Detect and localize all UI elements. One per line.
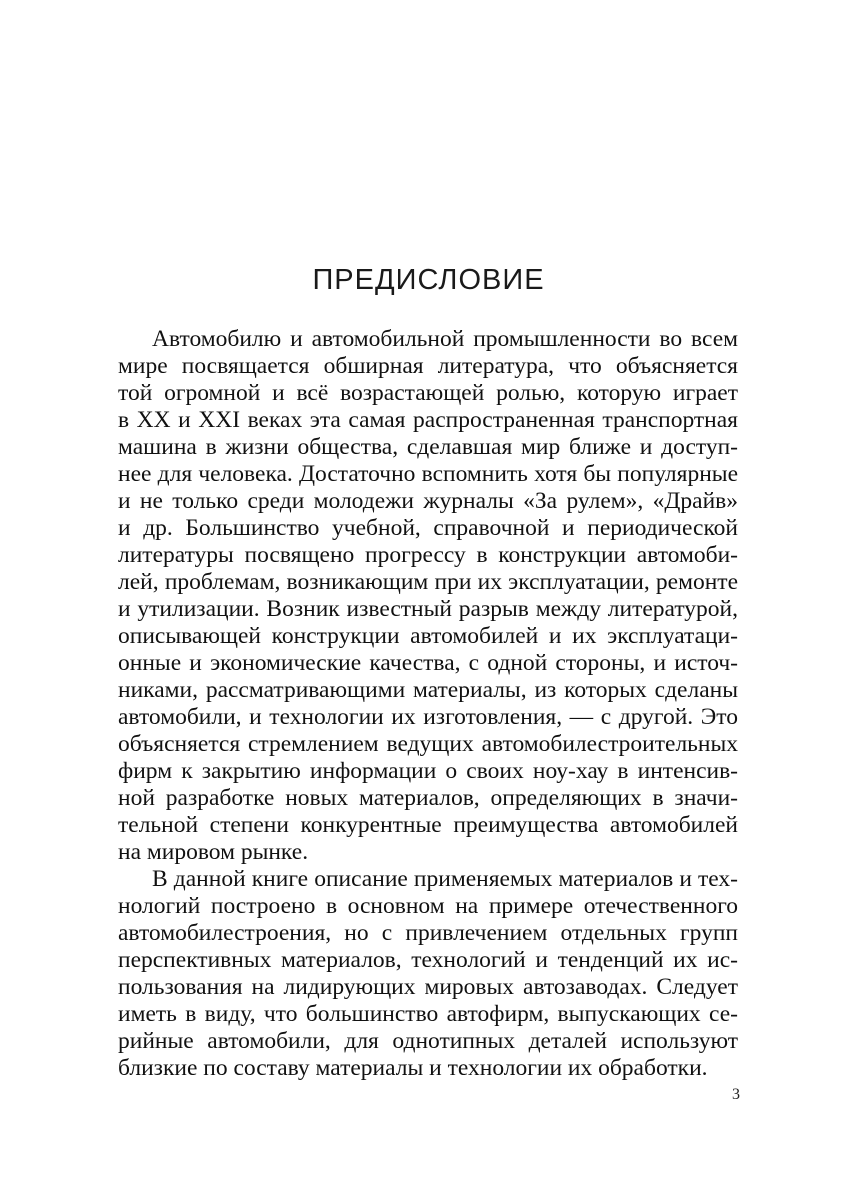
text-line: машина в жизни общества, сделавшая мир ближе и доступ- [118,434,738,460]
text-line: и др. Большинство учебной, справочной и периодической [118,515,738,541]
text-line: Автомобилю и автомобильной промышленности во всем [152,326,738,352]
text-line: рийные автомобили, для однотипных деталей используют [118,1028,738,1054]
text-line: и не только среди молодежи журналы «За рулем», «Драйв» [118,488,738,514]
text-line: нологий построено в основном на примере отечественного [118,893,738,919]
page-title: ПРЕДИСЛОВИЕ [312,264,545,296]
text-line: литературы посвящено прогрессу в конструкции автомоби- [118,542,738,568]
preface-text [118,326,738,1082]
text-line: иметь в виду, что большинство автофирм, выпускающих се- [118,1001,738,1027]
text-line: объясняется стремлением ведущих автомобилестроительных [118,731,738,757]
text-line: перспективных материалов, технологий и тенденций их ис- [118,947,738,973]
text-line: никами, рассматривающими материалы, из которых сделаны [118,677,738,703]
text-line: мире посвящается обширная литература, что объясняется [118,353,738,379]
text-line: в XX и XXI веках эта самая распространенная транспортная [118,407,738,433]
text-line: тельной степени конкурентные преимущества автомобилей [118,812,738,838]
text-line: фирм к закрытию информации о своих ноу-хау в интенсив- [118,758,738,784]
text-line: автомобили, и технологии их изготовления, — с другой. Это [118,704,738,730]
text-line: В данной книге описание применяемых материалов и тех- [152,866,738,892]
text-line: на мировом рынке. [118,839,309,865]
page-number: 3 [732,1086,740,1103]
text-line: лей, проблемам, возникающим при их эксплуатации, ремонте [118,569,738,595]
text-line: пользования на лидирующих мировых автозаводах. Следует [118,974,738,1000]
text-line: и утилизации. Возник известный разрыв между литературой, [118,596,738,622]
text-line: нее для человека. Достаточно вспомнить хотя бы популярные [118,461,738,487]
paragraph-2 [118,866,738,1082]
text-line: описывающей конструкции автомобилей и их эксплуатаци- [118,623,738,649]
text-line: близкие по составу материалы и технологии их обработки. [118,1055,708,1081]
text-line: той огромной и всё возрастающей ролью, которую играет [118,380,738,406]
text-line: онные и экономические качества, с одной стороны, и источ- [118,650,738,676]
text-line: автомобилестроения, но с привлечением отдельных групп [118,920,738,946]
text-line: ной разработке новых материалов, определяющих в значи- [118,785,738,811]
paragraph-1 [118,326,738,866]
